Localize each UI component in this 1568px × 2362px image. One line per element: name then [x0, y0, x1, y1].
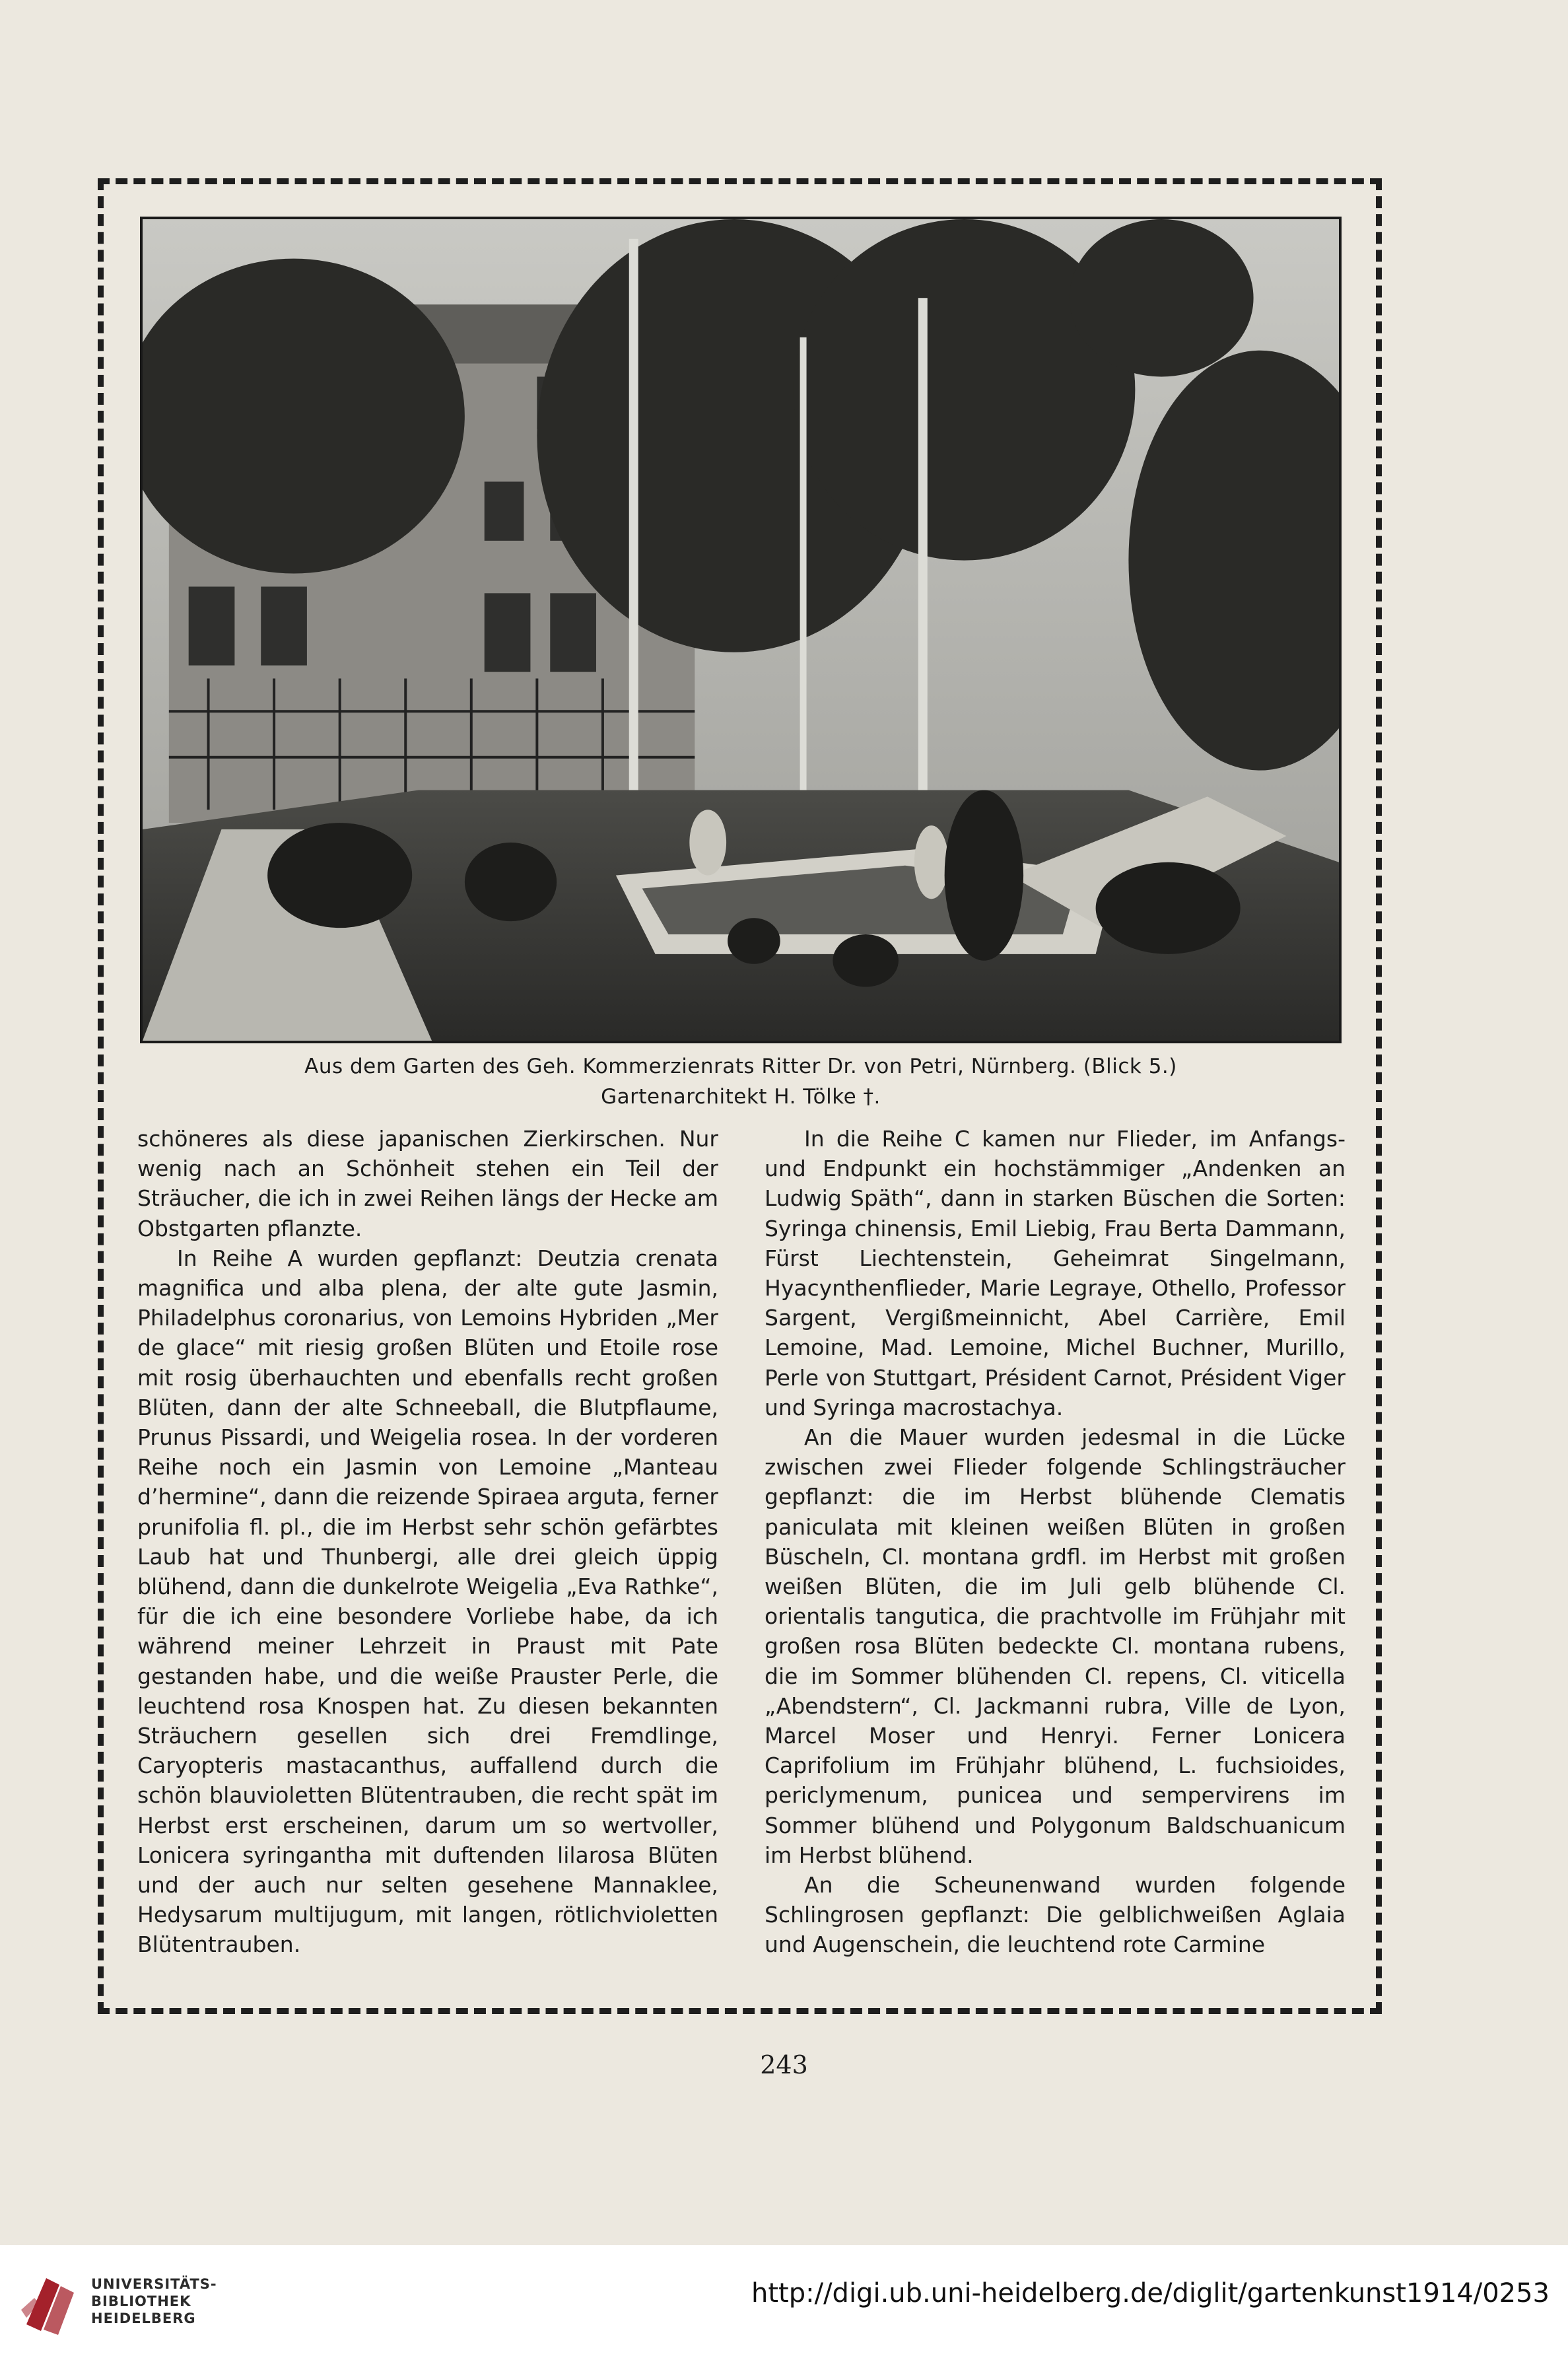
library-name [91, 2275, 217, 2327]
caption-line-2: Gartenarchitekt H. Tölke †. [601, 1085, 881, 1109]
library-name-line: UNIVERSITÄTS- [91, 2276, 217, 2292]
paragraph: An die Scheunenwand wurden folgende Schlingrosen gepflanzt: Die gelblichweißen Aglaia und Augenschein, die leuchtend rote Carmine [765, 1872, 1346, 1958]
paragraph: In Reihe A wurden gepflanzt: Deutzia crenata magnifica und alba plena, der alte gute Jasmin, Philadelphus coronarius, von Lemoins Hybriden „Mer de glace“ mit riesig großen Blüten und Etoile rose mit rosig überhauchten und ebenfalls recht großen Blüten, dann der alte Schneeball, die Blutpflaume, Prunus Pissardi, und Weigelia rosea. In der vorderen Reihe noch ein Jasmin von Lemoine „Manteau d’hermine“, dann die reizende Spiraea arguta, ferner prunifolia fl. pl., die im Herbst sehr schön gefärbtes Laub hat und Thunbergi, alle drei gleich üppig blühend, dann die dunkelrote Weigelia „Eva Rathke“, für die ich eine besondere Vorliebe habe, da ich während meiner Lehrzeit in Praust mit Pate gestanden habe, und die weiße Prauster Perle, die leuchtend rosa Knospen hat. Zu diesen bekannten Sträuchern gesellen sich drei Fremdlinge, Caryopteris mastacanthus, auffallend durch die schön blauvioletten Blütentrauben, die recht spät im Herbst erst erscheinen, darum um so wertvoller, Lonicera syringantha mit duftenden lilarosa Blüten und der auch nur selten gesehene Mannaklee, Hedysarum multijugum, mit langen, rötlichvioletten Blütentrauben. [137, 1245, 718, 1958]
library-logo-icon [20, 2272, 81, 2338]
source-url-link[interactable]: http://digi.ub.uni-heidelberg.de/diglit/gartenkunst1914/0253 [751, 2278, 1550, 2309]
photo-caption [140, 1051, 1342, 1112]
text-column-right [765, 1124, 1346, 1960]
caption-line-1: Aus dem Garten des Geh. Kommerzienrats Ritter Dr. von Petri, Nürnberg. (Blick 5.) [304, 1055, 1177, 1078]
library-name-line: HEIDELBERG [91, 2310, 196, 2326]
paragraph: An die Mauer wurden jedesmal in die Lücke zwischen zwei Flieder folgende Schlingsträucher gepflanzt: die im Herbst blühende Clematis paniculata mit kleinen weißen Blüten in großen Büscheln, Cl. montana grdfl. im Herbst mit großen weißen Blüten, die im Juli gelb blühende Cl. orientalis tangutica, die prachtvolle im Frühjahr mit großen rosa Blüten bedeckte Cl. montana rubens, die im Sommer blühenden Cl. repens, Cl. viticella „Abendstern“, Cl. Jackmanni rubra, Ville de Lyon, Marcel Moser und Henryi. Ferner Lonicera Caprifolium im Frühjahr blühend, L. fuchsioides, periclymenum, punicea und sempervirens im Sommer blühend und Polygonum Baldschuanicum im Herbst blühend. [765, 1424, 1346, 1868]
paragraph: schöneres als diese japanischen Zierkirschen. Nur wenig nach an Schönheit stehen ein Teil der Sträucher, die ich in zwei Reihen längs der Hecke am Obstgarten pflanzte. [137, 1126, 718, 1241]
garden-photograph [140, 217, 1342, 1043]
text-column-left [137, 1124, 718, 1960]
garden-photo-illustration [143, 219, 1339, 1041]
paragraph: In die Reihe C kamen nur Flieder, im Anfangs- und Endpunkt ein hochstämmiger „Andenken an Ludwig Späth“, dann in starken Büschen die Sorten: Syringa chinensis, Emil Liebig, Frau Berta Dammann, Fürst Liechtenstein, Geheimrat Singelmann, Hyacynthenflieder, Marie Legraye, Othello, Professor Sargent, Vergißmeinnicht, Abel Carrière, Emil Lemoine, Mad. Lemoine, Michel Buchner, Murillo, Perle von Stuttgart, Président Carnot, Président Viger und Syringa macrostachya. [765, 1126, 1346, 1420]
library-name-line: BIBLIOTHEK [91, 2293, 191, 2309]
page-number: 243 [760, 2050, 808, 2079]
